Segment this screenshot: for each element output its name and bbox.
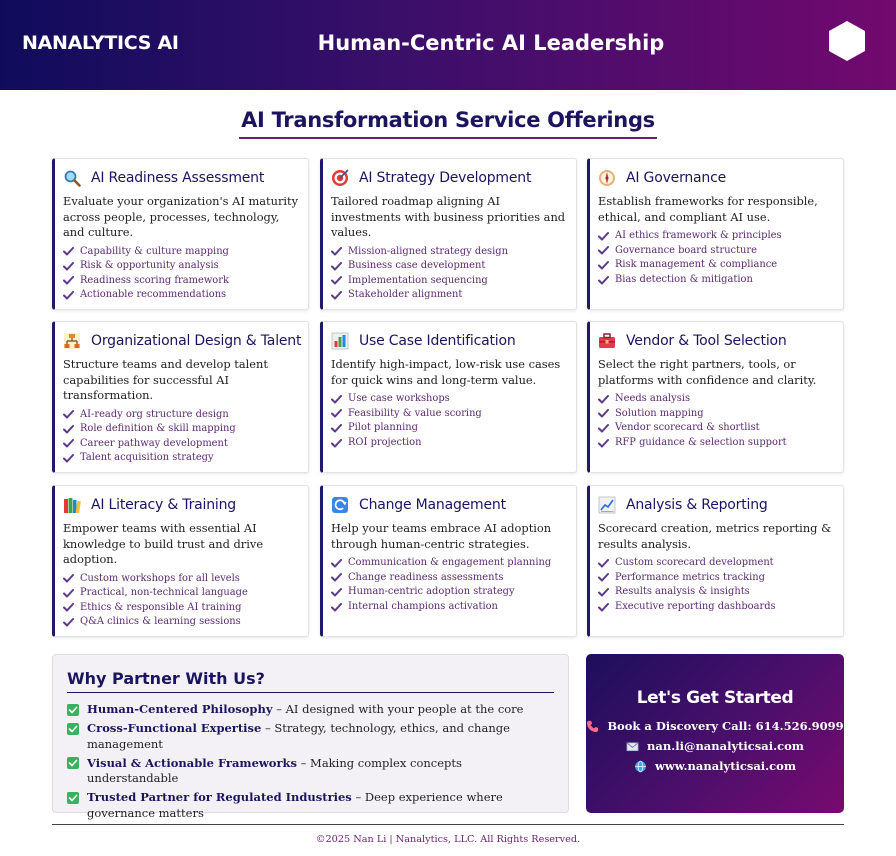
check-icon [331, 247, 342, 256]
check-icon [63, 410, 74, 419]
feature-text: Solution mapping [615, 407, 704, 419]
check-icon [598, 559, 609, 568]
feature-text: Results analysis & insights [615, 586, 750, 598]
header-banner [0, 0, 896, 90]
check-icon [331, 276, 342, 285]
check-icon [331, 395, 342, 404]
feature-item [331, 274, 568, 289]
feature-item [331, 407, 568, 422]
card-title: Vendor & Tool Selection [626, 333, 787, 349]
checkbox-icon [67, 792, 79, 804]
card-title: AI Literacy & Training [91, 497, 236, 513]
brand-name: NANALYTICS AI [22, 32, 179, 54]
card-description: Empower teams with essential AI knowledge to build trust and drive adoption. [63, 521, 264, 566]
feature-item [598, 436, 835, 451]
feature-text: Capability & culture mapping [80, 245, 229, 257]
feature-text: Business case development [348, 260, 486, 272]
check-icon [598, 409, 609, 418]
feature-item [598, 258, 835, 273]
card-feature-list [598, 229, 835, 287]
feature-text: AI-ready org structure design [80, 408, 229, 420]
magnifier-icon [63, 169, 81, 187]
feature-text: Career pathway development [80, 437, 228, 449]
check-icon [63, 603, 74, 612]
compass-icon [598, 169, 616, 187]
why-item [67, 721, 554, 752]
feature-text: Executive reporting dashboards [615, 600, 776, 612]
feature-item [63, 408, 300, 423]
footer-copyright: ©2025 Nan Li | Nanalytics, LLC. All Rights Reserved. [315, 834, 581, 845]
feature-text: AI ethics framework & principles [615, 230, 782, 241]
check-icon [63, 262, 74, 271]
check-icon [331, 439, 342, 448]
feature-text: Practical, non-technical language [80, 587, 248, 599]
why-item-text: – Strategy, technology, ethics, and change management [87, 721, 510, 751]
feature-text: Actionable recommendations [80, 289, 227, 301]
feature-item [331, 392, 568, 407]
check-icon [331, 603, 342, 612]
checkbox-icon [67, 723, 79, 735]
feature-text: Human-centric adoption strategy [348, 586, 515, 598]
feature-item [63, 422, 300, 437]
bar-chart-icon [331, 332, 349, 350]
why-item-heading: Trusted Partner for Regulated Industries [87, 790, 352, 804]
feature-text: Performance metrics tracking [615, 571, 765, 583]
feature-item [63, 572, 300, 587]
feature-item [331, 288, 568, 303]
check-icon [331, 559, 342, 568]
feature-item [331, 421, 568, 436]
card-feature-list [63, 408, 300, 466]
check-icon [63, 247, 74, 256]
check-icon [331, 573, 342, 582]
card-description: Select the right partners, tools, or platforms with confidence and clarity. [598, 357, 817, 387]
feature-text: Change readiness assessments [348, 571, 504, 583]
feature-text: Internal champions activation [348, 600, 498, 612]
feature-item [598, 392, 835, 407]
card-feature-list [63, 572, 300, 630]
why-item-heading: Cross-Functional Expertise [87, 721, 262, 735]
phone-icon [586, 720, 599, 733]
feature-item [598, 571, 835, 586]
service-card [587, 485, 844, 637]
org-chart-icon [63, 332, 81, 350]
feature-item [598, 407, 835, 422]
feature-item [331, 245, 568, 260]
feature-item [331, 571, 568, 586]
feature-item [331, 436, 568, 451]
feature-item [63, 437, 300, 452]
feature-item [331, 600, 568, 615]
service-card [52, 158, 309, 310]
check-icon [63, 589, 74, 598]
refresh-icon [331, 496, 349, 514]
check-icon [63, 454, 74, 463]
target-icon [331, 169, 349, 187]
check-icon [331, 424, 342, 433]
service-card [52, 485, 309, 637]
why-title: Why Partner With Us? [67, 669, 554, 693]
feature-item [598, 556, 835, 571]
feature-text: Risk management & compliance [615, 259, 778, 271]
card-feature-list [63, 245, 300, 303]
email-text: nan.li@nanalyticsai.com [647, 739, 804, 753]
why-item-text: – Deep experience where governance matters [87, 790, 503, 820]
feature-text: Mission-aligned strategy design [348, 245, 508, 257]
check-icon [63, 574, 74, 583]
check-icon [331, 588, 342, 597]
card-feature-list [598, 556, 835, 614]
feature-item [598, 229, 835, 244]
feature-item [598, 244, 835, 259]
why-item [67, 756, 554, 787]
check-icon [331, 262, 342, 271]
feature-text: Readiness scoring framework [80, 274, 229, 286]
service-card [52, 321, 309, 473]
feature-text: Pilot planning [348, 422, 418, 434]
check-icon [598, 603, 609, 612]
check-icon [598, 276, 609, 285]
website-text: www.nanalyticsai.com [654, 759, 797, 773]
hexagon-logo-icon [826, 20, 868, 62]
check-icon [63, 291, 74, 300]
feature-text: Use case workshops [348, 393, 450, 404]
card-description: Scorecard creation, metrics reporting & results analysis. [598, 521, 832, 551]
why-item [67, 702, 554, 718]
check-icon [598, 439, 609, 448]
card-title: Analysis & Reporting [626, 497, 768, 513]
why-item-heading: Visual & Actionable Frameworks [87, 755, 297, 770]
card-title: AI Governance [626, 170, 727, 186]
card-title: AI Readiness Assessment [91, 170, 265, 186]
checkbox-icon [67, 757, 79, 769]
check-icon [63, 439, 74, 448]
feature-item [63, 245, 300, 260]
feature-text: Bias detection & mitigation [615, 273, 753, 285]
website-row[interactable] [586, 759, 844, 773]
card-feature-list [331, 556, 568, 614]
check-icon [331, 291, 342, 300]
check-icon [598, 588, 609, 597]
feature-item [331, 259, 568, 274]
check-icon [598, 424, 609, 433]
feature-text: Needs analysis [615, 393, 691, 404]
card-title: AI Strategy Development [359, 170, 532, 186]
feature-item [598, 600, 835, 615]
card-feature-list [331, 245, 568, 303]
card-description: Structure teams and develop talent capabilities for successful AI transformation. [63, 357, 268, 402]
page-title: Human-Centric AI Leadership [317, 31, 665, 55]
why-item-text: – AI designed with your people at the core [272, 702, 524, 716]
feature-item [331, 556, 568, 571]
feature-text: Governance board structure [615, 244, 757, 256]
feature-item [598, 585, 835, 600]
check-icon [598, 246, 609, 255]
service-card [587, 321, 844, 473]
service-card [320, 485, 577, 637]
feature-item [598, 421, 835, 436]
service-card [320, 158, 577, 310]
check-icon [598, 395, 609, 404]
feature-item [63, 586, 300, 601]
card-description: Establish frameworks for responsible, ethical, and compliant AI use. [598, 194, 818, 224]
feature-item [331, 585, 568, 600]
card-title: Organizational Design & Talent [91, 333, 302, 349]
feature-text: Talent acquisition strategy [80, 452, 214, 464]
feature-text: Q&A clinics & learning sessions [80, 616, 241, 628]
email-row[interactable] [586, 739, 844, 753]
feature-item [63, 601, 300, 616]
line-chart-icon [598, 496, 616, 514]
toolbox-icon [598, 332, 616, 350]
why-partner-panel [52, 654, 569, 820]
feature-text: RFP guidance & selection support [615, 436, 787, 448]
feature-text: Role definition & skill mapping [80, 423, 236, 435]
card-description: Identify high-impact, low-risk use cases for quick wins and long-term value. [331, 357, 561, 387]
feature-text: ROI projection [348, 436, 422, 448]
books-icon [63, 496, 81, 514]
check-icon [63, 425, 74, 434]
why-item-heading: Human-Centered Philosophy [87, 702, 273, 716]
feature-text: Feasibility & value scoring [348, 407, 482, 419]
globe-icon [634, 760, 647, 773]
why-item [67, 790, 554, 821]
check-icon [63, 618, 74, 627]
check-icon [598, 573, 609, 582]
card-description: Evaluate your organization's AI maturity across people, processes, technology, and culture. [63, 194, 299, 239]
check-icon [331, 409, 342, 418]
check-icon [598, 261, 609, 270]
card-feature-list [331, 392, 568, 450]
email-icon [626, 740, 639, 753]
footer-divider [52, 824, 844, 825]
card-description: Tailored roadmap aligning AI investments with business priorities and values. [331, 194, 566, 239]
feature-text: Custom scorecard development [615, 557, 774, 568]
phone-text: Book a Discovery Call: 614.526.9099 [607, 719, 844, 733]
feature-item [63, 274, 300, 289]
check-icon [598, 232, 609, 241]
feature-text: Stakeholder alignment [348, 289, 463, 301]
feature-text: Risk & opportunity analysis [80, 260, 219, 272]
service-card [587, 158, 844, 310]
check-icon [63, 276, 74, 285]
checkbox-icon [67, 704, 79, 716]
feature-item [598, 273, 835, 288]
card-feature-list [598, 392, 835, 450]
feature-text: Custom workshops for all levels [80, 572, 240, 584]
card-title: Change Management [359, 497, 506, 513]
feature-text: Vendor scorecard & shortlist [615, 422, 760, 434]
feature-text: Ethics & responsible AI training [80, 601, 242, 613]
cta-title: Let's Get Started [636, 688, 794, 708]
feature-text: Communication & engagement planning [348, 557, 552, 568]
service-card [320, 321, 577, 473]
card-description: Help your teams embrace AI adoption through human-centric strategies. [331, 521, 552, 551]
feature-item [63, 259, 300, 274]
feature-item [63, 451, 300, 466]
section-title: AI Transformation Service Offerings [239, 108, 657, 139]
contact-panel [586, 654, 844, 813]
why-item-text: – Making complex concepts understandable [87, 755, 462, 785]
feature-text: Implementation sequencing [348, 274, 488, 286]
phone-row[interactable] [586, 719, 844, 733]
card-title: Use Case Identification [359, 333, 516, 349]
feature-item [63, 615, 300, 630]
feature-item [63, 288, 300, 303]
